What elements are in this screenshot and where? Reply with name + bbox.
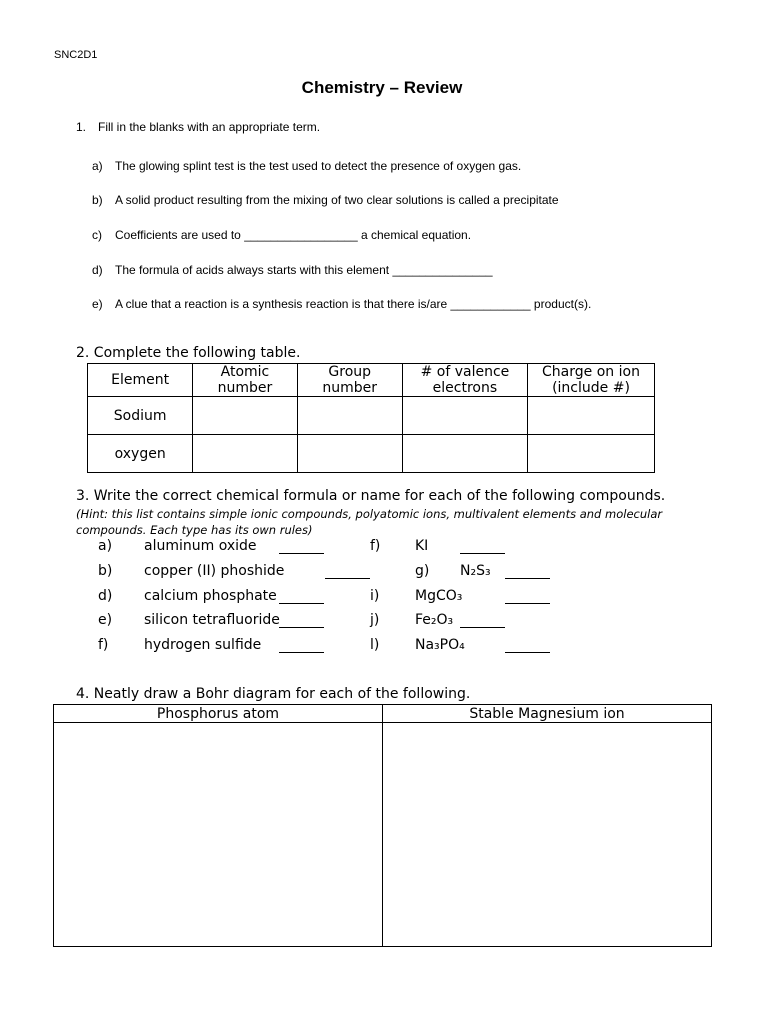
course-code: SNC2D1 [54,49,98,61]
compound-formula: Fe₂O₃ [415,612,454,628]
header-text: (include #) [552,380,630,396]
compound-formula: Na₃PO₄ [415,637,465,653]
item-text: Coefficients are used to _________________ a chemical equation. [115,228,472,242]
header-text: Element [111,372,170,388]
header-group-number [297,364,402,397]
hint-line: compounds. Each type has its own rules) [76,523,313,537]
table-row [88,397,655,435]
item-letter: e) [92,297,103,311]
compound-name: calcium phosphate [144,588,277,604]
item-text: The formula of acids always starts with this element _______________ [115,263,493,277]
item-text: A solid product resulting from the mixing of two clear solutions is called a precipitate [115,193,559,207]
header-phosphorus-atom: Phosphorus atom [54,705,383,723]
item-letter: b) [98,563,113,579]
table-cell-blank[interactable] [527,435,654,473]
header-text: electrons [432,380,498,396]
item-letter: f) [370,538,381,554]
element-table [87,363,655,473]
table-header-row [88,364,655,397]
table-cell-blank[interactable] [297,435,402,473]
page-title: Chemistry – Review [301,78,463,97]
answer-blank[interactable] [505,566,550,584]
question-1c [92,228,471,242]
header-atomic-number [193,364,297,397]
answer-blank[interactable] [460,541,505,559]
bohr-diagram-table [53,704,712,947]
table-cell-blank[interactable] [402,435,527,473]
table-cell-blank[interactable] [193,397,297,435]
compound-formula: N₂S₃ [460,563,491,579]
answer-blank[interactable] [505,640,550,658]
header-element [88,364,193,397]
answer-blank[interactable] [279,591,324,609]
item-text: The glowing splint test is the test used to detect the presence of oxygen gas. [115,159,522,173]
table-header-row [54,705,712,723]
header-text: number [217,380,273,396]
item-text: A clue that a reaction is a synthesis reaction is that there is/are ____________ product(s). [115,297,592,311]
table-cell-element: Sodium [88,397,193,435]
header-text: # of valence [420,364,510,380]
answer-blank[interactable] [279,640,324,658]
header-text: Charge on ion [542,364,640,380]
item-letter: g) [415,563,430,579]
table-row [88,435,655,473]
table-cell-blank[interactable] [297,397,402,435]
question-1e [92,297,591,311]
question-3-hint [76,506,662,538]
compound-formula: MgCO₃ [415,588,463,604]
header-text: Atomic [220,364,270,380]
answer-blank[interactable] [460,615,505,633]
answer-blank[interactable] [279,541,324,559]
header-valence-electrons [402,364,527,397]
table-cell-blank[interactable] [402,397,527,435]
answer-blank[interactable] [279,615,324,633]
question-1b [92,193,559,207]
item-letter: l) [370,637,380,653]
item-letter: b) [92,193,103,207]
item-letter: e) [98,612,113,628]
header-text: Group [328,364,372,380]
table-cell-blank[interactable] [193,435,297,473]
question-1a [92,159,521,173]
compound-name: hydrogen sulfide [144,637,262,653]
question-4-prompt: 4. Neatly draw a Bohr diagram for each of the following. [76,686,471,702]
compound-name: silicon tetrafluoride [144,612,280,628]
compound-name: aluminum oxide [144,538,257,554]
question-1d [92,263,493,277]
item-letter: i) [370,588,380,604]
question-2-prompt: 2. Complete the following table. [76,345,301,361]
question-1-prompt [76,120,320,134]
item-letter: d) [98,588,113,604]
answer-blank[interactable] [325,566,370,584]
item-letter: c) [92,228,102,242]
question-number: 1. [76,120,87,134]
header-stable-magnesium-ion: Stable Magnesium ion [383,705,712,723]
item-letter: a) [92,159,103,173]
item-letter: f) [98,637,109,653]
header-text: number [322,380,378,396]
item-letter: a) [98,538,113,554]
drawing-area[interactable] [54,723,383,947]
header-charge-on-ion [527,364,654,397]
table-cell-blank[interactable] [527,397,654,435]
question-text: Fill in the blanks with an appropriate term. [98,120,321,134]
item-letter: d) [92,263,103,277]
table-cell-element: oxygen [88,435,193,473]
hint-line: (Hint: this list contains simple ionic compounds, polyatomic ions, multivalent elements and molecular [76,507,663,521]
drawing-row [54,723,712,947]
compound-name: copper (II) phoshide [144,563,285,579]
item-letter: j) [370,612,380,628]
question-3-prompt: 3. Write the correct chemical formula or name for each of the following compounds. [76,488,666,504]
compound-formula: KI [415,538,429,554]
drawing-area[interactable] [383,723,712,947]
answer-blank[interactable] [505,591,550,609]
